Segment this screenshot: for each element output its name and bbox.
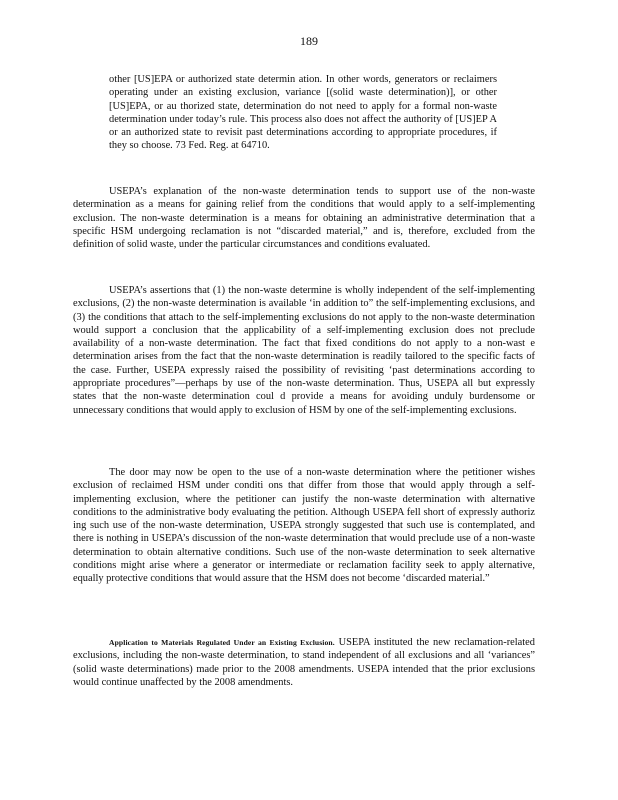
paragraph-4-body: USEPA instituted the new reclamation-related exclusions, including the non-waste determination, to stand independent of all exclusions and all ‘variances” (solid waste determinations) made prior to the 2008 amendments. USEPA intended that the prior exclusions would continue unaffected by the 2008 amendments.: [73, 637, 535, 688]
section-subheading: Application to Materials Regulated Under an Existing Exclusion.: [109, 638, 335, 647]
paragraph-3: The door may now be open to the use of a non-waste determination where the petitioner wishes exclusion of reclaimed HSM under conditi ons that differ from those that would apply through a self-implementing exclusion, where the petitioner can justify the non-waste determination with alternative conditions to the administrative body evaluating the petition. Although USEPA fell short of expressly authoriz ing such use of the non-waste determination, USEPA strongly suggested that such use is contemplated, and there is nothing in USEPA’s discussion of the non-waste determination that would preclude use of a non-waste determination to obtain alternative conditions. Such use of the non-waste determination to seek alternative conditions might arise where a generator or intermediate or reclamation facility seek to apply alternative, equally protective conditions that would assure that the HSM does not become ‘discarded material.”: [73, 467, 535, 585]
paragraph-2: USEPA’s assertions that (1) the non-waste determine is wholly independent of the self-implementing exclusions, (2) the non-waste determination is available ‘in addition to” the self-implementing exclusions, and (3) the conditions that attach to the self-implementing exclusions do not apply to the non-waste determination would support a conclusion that the applicability of a self-implementing exclusion does not preclude availability of a non-waste determination. The fact that fixed conditions do not apply to a non-wast e determination arises from the fact that the non-waste determination is readily tailored to the specific facts of the case. Further, USEPA expressly raised the possibility of revisiting ‘past determinations according to appropriate procedures”—perhaps by use of the non-waste determination. Thus, USEPA all but expressly states that the non-waste determination coul d provide a means for avoiding unduly burdensome or unnecessary conditions that would apply to exclusion of HSM by one of the self-implementing exclusions.: [73, 285, 535, 416]
paragraph-1: USEPA’s explanation of the non-waste determination tends to support use of the non-waste determination as a means for gaining relief from the conditions that would apply to a self-implementing exclusion. The non-waste determination is a means for obtaining an administrative determination that a specific HSM undergoing reclamation is not “discarded material,” and is, therefore, excluded from the definition of solid waste, under the particular circumstances and conditions evaluated.: [73, 186, 535, 251]
paragraph-4: [73, 636, 535, 689]
block-quote: other [US]EPA or authorized state determin ation. In other words, generators or reclaimers operating under an existing exclusion, variance [(solid waste determination)], or other [US]EPA, or au thorized state, determination do not need to apply for a formal non-waste determination under today’s rule. This process also does not affect the authority of [US]EP A or an authorized state to revisit past determinations according to appropriate procedures, if they so choose. 73 Fed. Reg. at 64710.: [109, 74, 497, 152]
page-number: 189: [300, 34, 318, 48]
